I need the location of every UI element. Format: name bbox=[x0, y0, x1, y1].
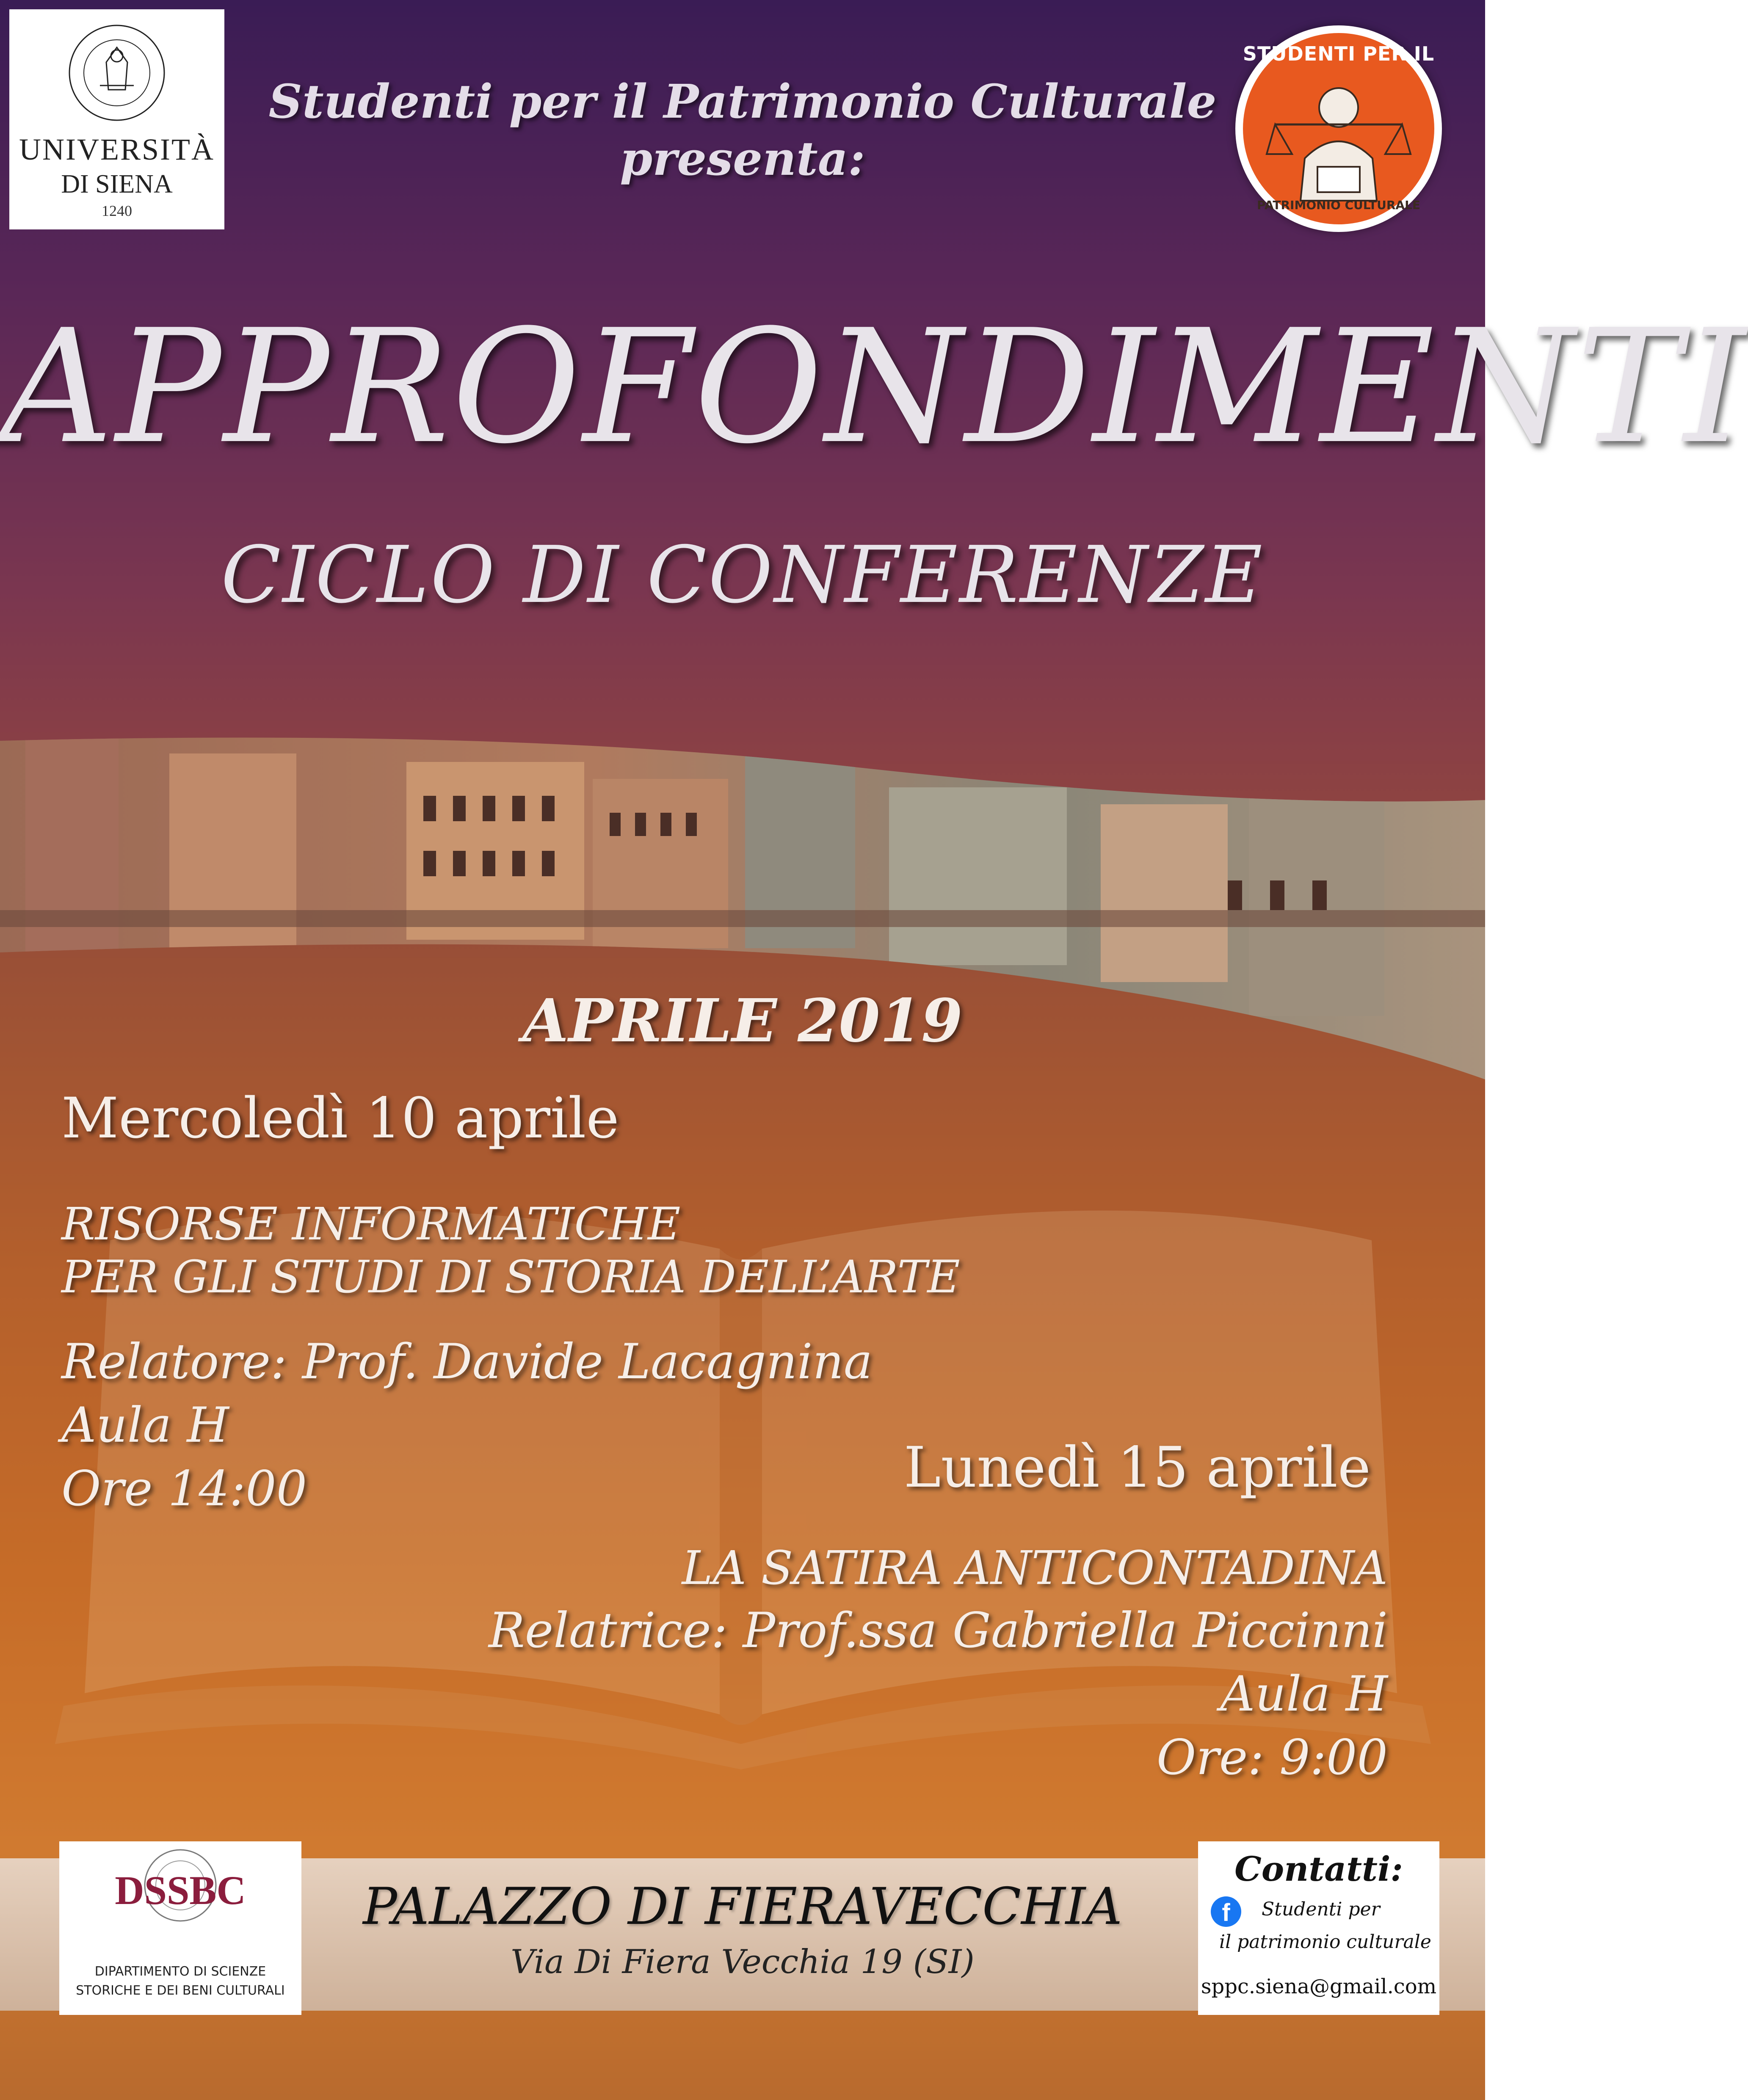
event1-time: Ore 14:00 bbox=[61, 1460, 307, 1517]
venue-name: PALAZZO DI FIERAVECCHIA bbox=[363, 1877, 1122, 1936]
university-year: 1240 bbox=[102, 202, 132, 219]
university-sub: DI SIENA bbox=[61, 170, 173, 199]
studenti-patrimonio-logo bbox=[1235, 25, 1442, 232]
organizer-line: Studenti per il Patrimonio Culturale bbox=[268, 74, 1217, 129]
dssbc-dept-line1: DIPARTIMENTO DI SCIENZE bbox=[94, 1964, 266, 1979]
students-logo-bottom-text: PATRIMONIO CULTURALE bbox=[1256, 198, 1421, 212]
university-name: UNIVERSITÀ bbox=[19, 132, 215, 166]
subtitle: CICLO DI CONFERENZE bbox=[221, 529, 1265, 621]
event2-time: Ore: 9:00 bbox=[1156, 1729, 1388, 1785]
facebook-page-line2[interactable]: il patrimonio culturale bbox=[1219, 1931, 1431, 1953]
event2-room: Aula H bbox=[1220, 1666, 1388, 1722]
facebook-page-line1[interactable]: Studenti per bbox=[1262, 1899, 1380, 1920]
event2-speaker: Relatrice: Prof.ssa Gabriella Piccinni bbox=[488, 1602, 1388, 1658]
contacts-box bbox=[1198, 1841, 1439, 2015]
event1-title-line1: RISORSE INFORMATICHE bbox=[61, 1198, 681, 1250]
dssbc-dept-line2: STORICHE E DEI BENI CULTURALI bbox=[76, 1983, 285, 1998]
event1-speaker: Relatore: Prof. Davide Lacagnina bbox=[61, 1333, 873, 1390]
venue-address: Via Di Fiera Vecchia 19 (SI) bbox=[511, 1943, 975, 1981]
event1-room: Aula H bbox=[61, 1397, 229, 1453]
month-heading: APRILE 2019 bbox=[522, 986, 963, 1056]
event2-date: Lunedì 15 aprile bbox=[903, 1435, 1371, 1500]
event1-date: Mercoledì 10 aprile bbox=[61, 1086, 619, 1151]
contacts-heading: Contatti: bbox=[1234, 1849, 1403, 1889]
students-logo-top-text: STUDENTI PER IL bbox=[1243, 42, 1435, 65]
presenta-line: presenta: bbox=[620, 131, 865, 186]
facebook-icon[interactable]: f bbox=[1211, 1896, 1241, 1927]
dssbc-acronym: DSSBC bbox=[115, 1868, 246, 1913]
event1-title-line2: PER GLI STUDI DI STORIA DELL’ARTE bbox=[61, 1251, 960, 1303]
contact-email[interactable]: sppc.siena@gmail.com bbox=[1201, 1975, 1437, 1998]
main-title: APPROFONDIMENTI bbox=[0, 296, 1748, 478]
event2-title: LA SATIRA ANTICONTADINA bbox=[682, 1541, 1388, 1595]
